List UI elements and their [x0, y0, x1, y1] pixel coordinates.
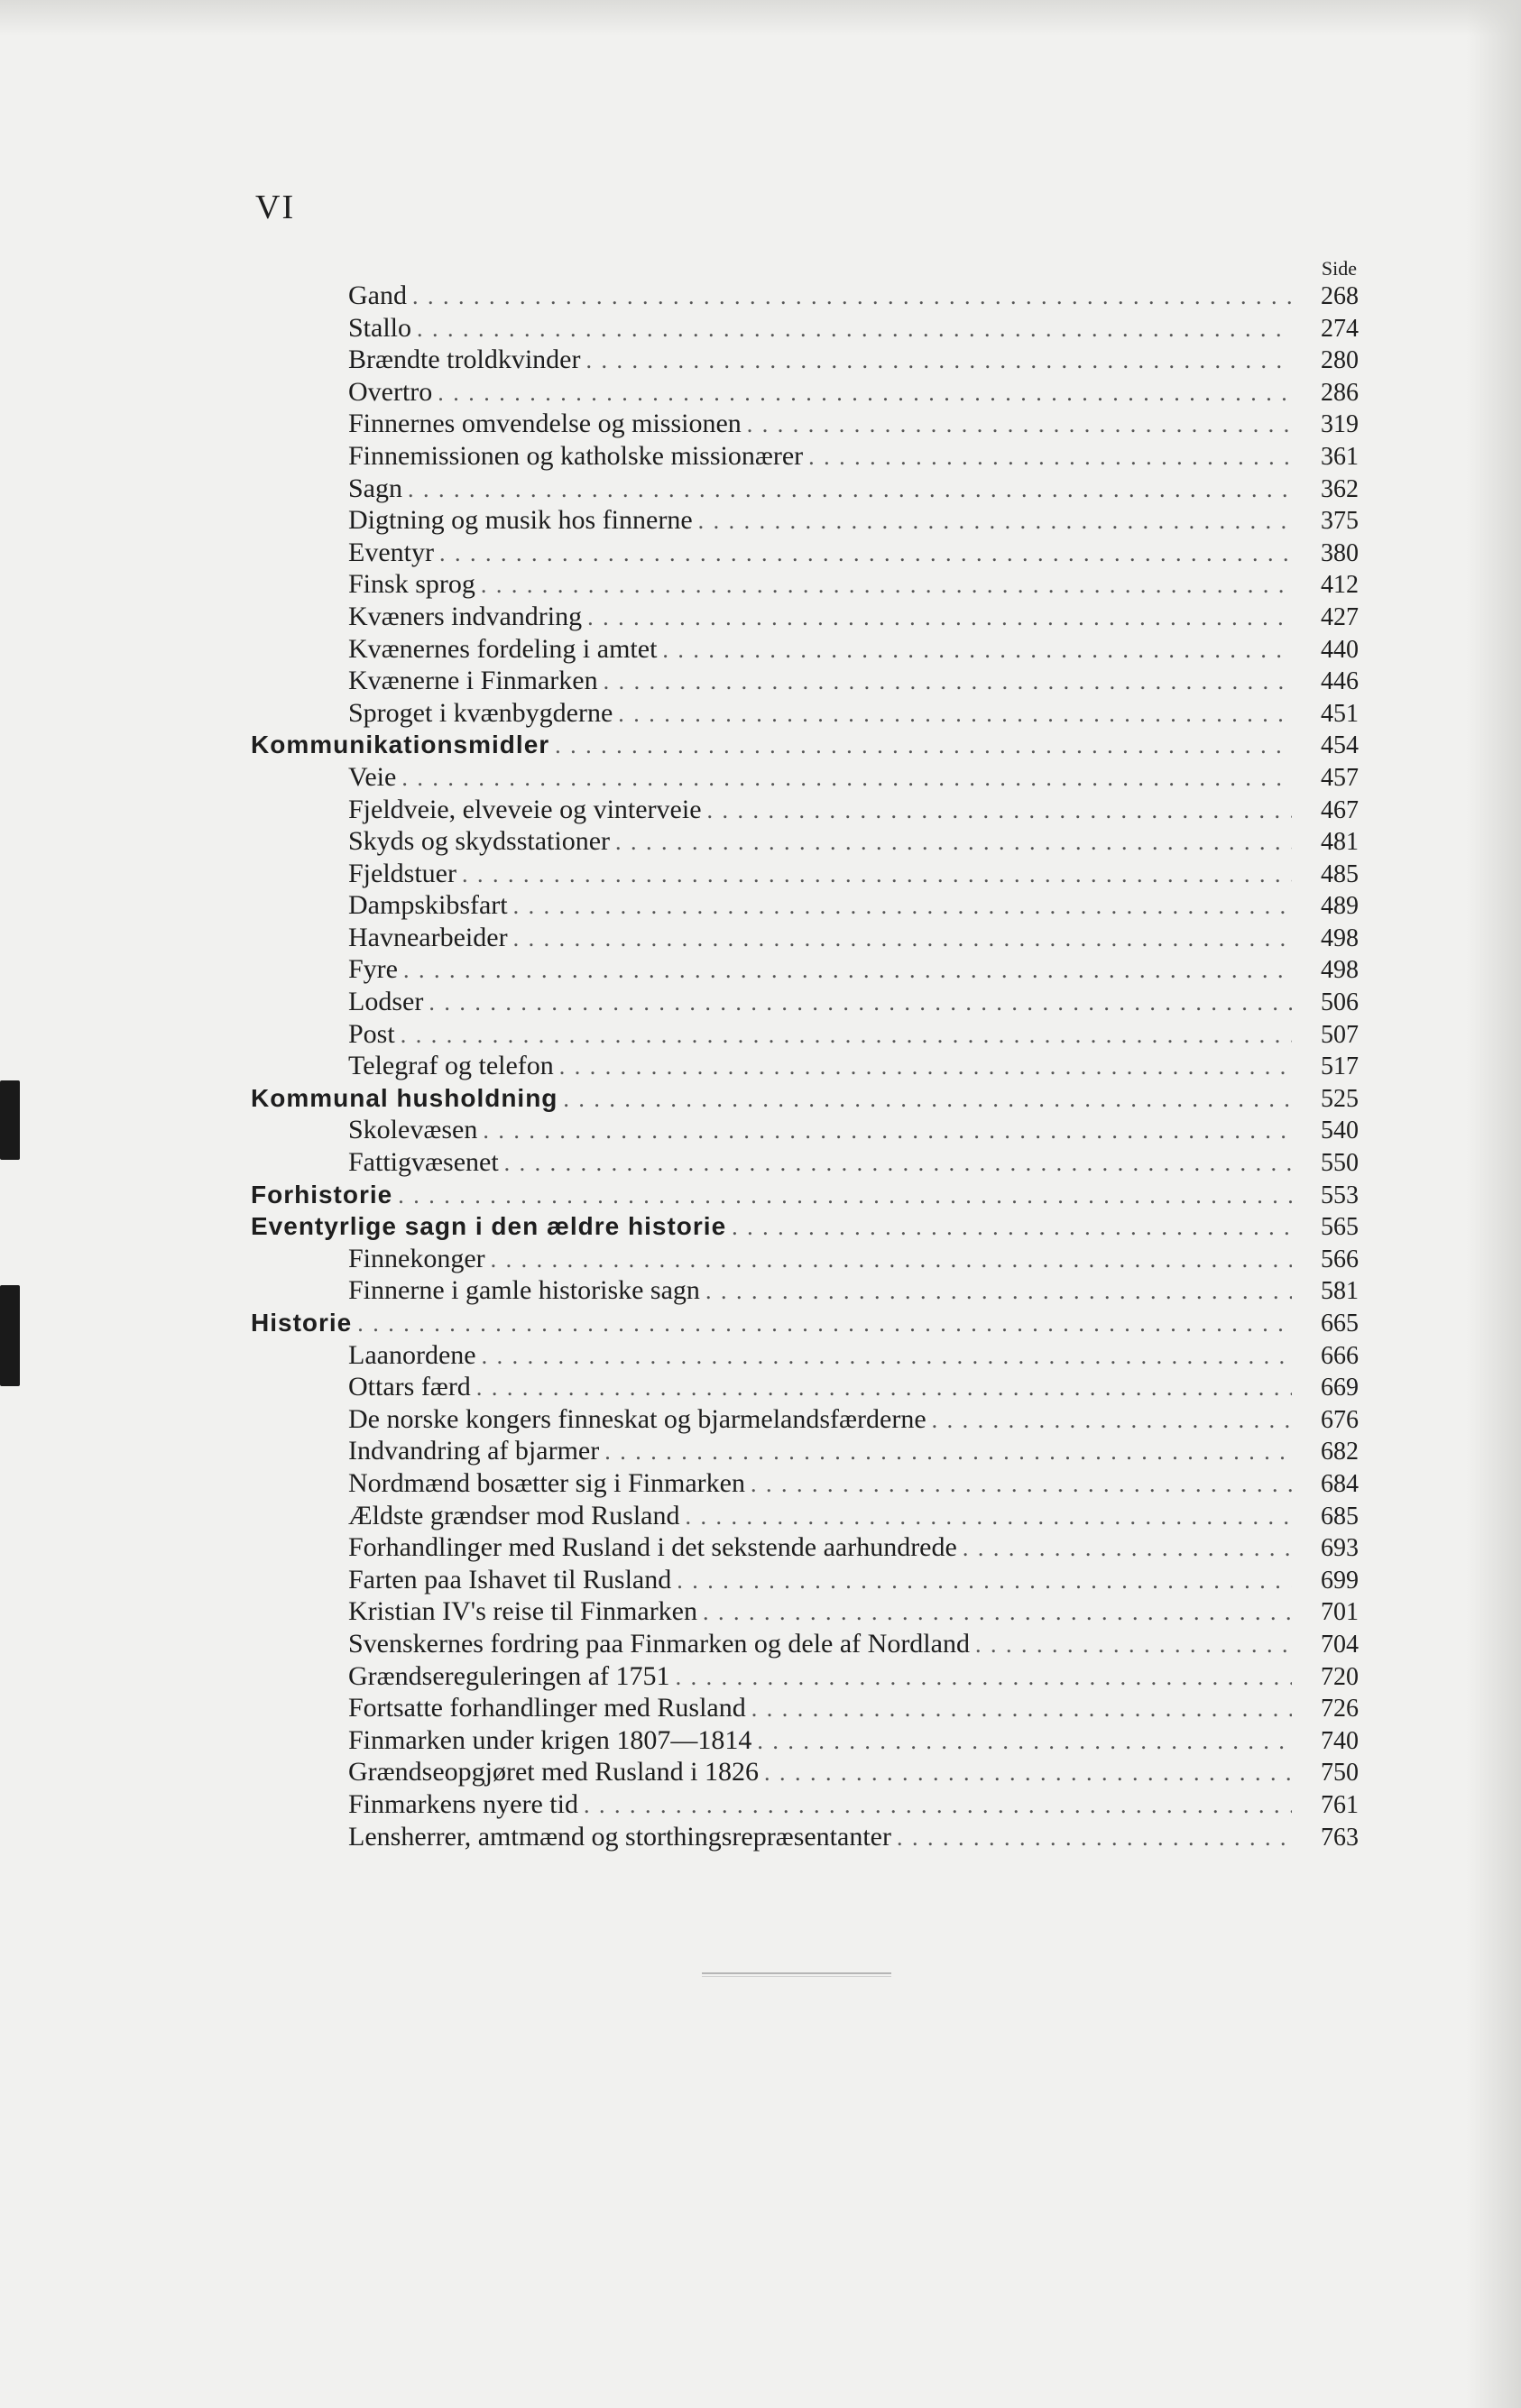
toc-entry-page: 412: [1321, 571, 1359, 600]
toc-entry-page: 525: [1321, 1084, 1359, 1113]
toc-entry-row: [251, 568, 1359, 601]
dot-leader: [398, 1180, 1292, 1212]
toc-entry-title: Post: [348, 1018, 395, 1049]
toc-entry-row: [251, 1339, 1359, 1372]
toc-entry-title: Digtning og musik hos finnerne: [348, 505, 693, 536]
toc-entry-title: Ottars færd: [348, 1372, 471, 1402]
toc-entry-page: 440: [1321, 635, 1359, 664]
toc-entry-title: Kommunal husholdning: [251, 1083, 558, 1112]
toc-entry-page: 682: [1321, 1438, 1359, 1466]
page-number: VI: [255, 188, 296, 226]
toc-entry-row: [251, 1531, 1359, 1564]
dot-leader: [462, 859, 1292, 891]
dot-leader: [757, 1725, 1292, 1758]
toc-entry-title: Finsk sprog: [348, 569, 475, 600]
toc-entry-row: [251, 1114, 1359, 1146]
toc-entry-title: Veie: [348, 761, 397, 792]
toc-entry-page: 286: [1321, 378, 1359, 407]
toc-entry-title: Kristian IV's reise til Finmarken: [348, 1596, 697, 1627]
toc-entry-title: Forhistorie: [251, 1180, 393, 1209]
toc-entry-title: Kvæners indvandring: [348, 601, 583, 631]
toc-entry-title: Brændte troldkvinder: [348, 345, 581, 375]
dot-leader: [408, 473, 1292, 506]
dot-leader: [563, 1083, 1292, 1116]
toc-entry-page: 553: [1321, 1181, 1359, 1209]
toc-entry-page: 268: [1321, 282, 1359, 310]
toc-entry-row: [251, 408, 1359, 440]
toc-entry-page: 457: [1321, 763, 1359, 792]
toc-entry-page: 454: [1321, 731, 1359, 760]
toc-entry-page: 451: [1321, 699, 1359, 728]
toc-entry-page: 726: [1321, 1695, 1359, 1723]
toc-entry-page: 669: [1321, 1374, 1359, 1402]
toc-entry-row: [251, 889, 1359, 922]
toc-entry-page: 319: [1321, 410, 1359, 439]
toc-entry-row: [251, 1564, 1359, 1596]
page-top-shadow: [0, 0, 1521, 36]
toc-entry-title: Finmarken under krigen 1807—1814: [348, 1724, 752, 1755]
dot-leader: [615, 826, 1292, 859]
dot-leader: [403, 954, 1292, 987]
toc-entry-title: Grændseopgjøret med Rusland i 1826: [348, 1757, 759, 1788]
dot-leader: [559, 1051, 1292, 1083]
dot-leader: [732, 1211, 1292, 1244]
toc-entry-page: 375: [1321, 507, 1359, 536]
dot-leader: [604, 666, 1292, 698]
toc-entry-row: [251, 1788, 1359, 1821]
toc-entry-title: Stallo: [348, 312, 412, 343]
toc-entry-page: 666: [1321, 1341, 1359, 1370]
toc-entry-title: Fjeldstuer: [348, 858, 456, 888]
page-edge-shadow: [1467, 0, 1521, 2408]
toc-entry-row: [251, 633, 1359, 666]
toc-entry-title: De norske kongers finneskat og bjarmelandsfærderne: [348, 1403, 926, 1434]
toc-entry-row: [251, 1595, 1359, 1628]
toc-entry-title: Fyre: [348, 954, 398, 985]
toc-entry-title: Kvænernes fordeling i amtet: [348, 633, 658, 664]
dot-leader: [604, 1436, 1292, 1468]
dot-leader: [513, 890, 1292, 923]
dot-leader: [662, 634, 1292, 666]
toc-entry-title: Laanordene: [348, 1339, 476, 1370]
toc-entry-page: 763: [1321, 1823, 1359, 1852]
dot-leader: [412, 280, 1292, 313]
toc-entry-page: 498: [1321, 956, 1359, 985]
dot-leader: [707, 795, 1292, 827]
dot-leader: [504, 1147, 1292, 1180]
toc-entry-page: 701: [1321, 1598, 1359, 1627]
dot-leader: [698, 505, 1292, 538]
dot-leader: [482, 1340, 1292, 1373]
toc-entry-page: 685: [1321, 1502, 1359, 1530]
toc-entry-page: 507: [1321, 1020, 1359, 1049]
dot-leader: [417, 313, 1292, 345]
toc-entry-page: 467: [1321, 795, 1359, 824]
toc-entry-page: 566: [1321, 1245, 1359, 1273]
toc-entry-page: 565: [1321, 1213, 1359, 1242]
toc-section-row: [251, 1210, 1359, 1243]
dot-leader: [481, 569, 1292, 602]
toc-entry-page: 740: [1321, 1726, 1359, 1755]
dot-leader: [618, 698, 1292, 731]
toc-entry-page: 361: [1321, 442, 1359, 471]
toc-entry-title: Skolevæsen: [348, 1115, 478, 1145]
dot-leader: [491, 1244, 1292, 1276]
dot-leader: [677, 1565, 1292, 1597]
toc-entry-page: 684: [1321, 1469, 1359, 1498]
toc-entry-page: 540: [1321, 1117, 1359, 1145]
toc-entry-row: [251, 1274, 1359, 1307]
toc-entry-page: 274: [1321, 314, 1359, 343]
toc-entry-page: 720: [1321, 1662, 1359, 1691]
toc-entry-title: Havnearbeider: [348, 922, 508, 952]
toc-entry-page: 676: [1321, 1405, 1359, 1434]
toc-entry-title: Fjeldveie, elveveie og vinterveie: [348, 794, 702, 824]
toc-entry-row: [251, 1018, 1359, 1051]
toc-entry-title: Nordmænd bosætter sig i Finmarken: [348, 1467, 745, 1498]
dot-leader: [438, 377, 1292, 409]
toc-entry-title: Fattigvæsenet: [348, 1147, 499, 1178]
dot-leader: [585, 345, 1292, 377]
dot-leader: [705, 1275, 1292, 1308]
toc-entry-page: 427: [1321, 602, 1359, 631]
toc-entry-page: 550: [1321, 1149, 1359, 1178]
toc-entry-title: Farten paa Ishavet til Rusland: [348, 1564, 672, 1595]
toc-entry-row: [251, 1724, 1359, 1757]
dot-leader: [703, 1596, 1292, 1629]
toc-entry-title: Kvænerne i Finmarken: [348, 666, 598, 696]
dot-leader: [963, 1532, 1292, 1565]
dot-leader: [808, 441, 1292, 473]
toc-entry-row: [251, 665, 1359, 697]
dot-leader: [897, 1822, 1292, 1854]
dot-leader: [747, 409, 1292, 441]
toc-section-row: [251, 1179, 1359, 1211]
toc-entry-row: [251, 1692, 1359, 1724]
toc-entry-title: Sagn: [348, 473, 402, 503]
toc-entry-title: Sproget i kvænbygderne: [348, 697, 613, 728]
dot-leader: [401, 1019, 1292, 1052]
binding-mark-lower: [0, 1285, 20, 1386]
toc-entry-row: [251, 953, 1359, 986]
toc-entry-row: [251, 1467, 1359, 1500]
toc-section-row: [251, 1082, 1359, 1115]
toc-entry-row: [251, 761, 1359, 794]
toc-entry-title: Eventyr: [348, 537, 434, 567]
dot-leader: [751, 1693, 1292, 1725]
toc-entry-row: [251, 1660, 1359, 1693]
toc-entry-row: [251, 376, 1359, 409]
toc-entry-title: Eventyrlige sagn i den ældre historie: [251, 1212, 727, 1241]
dot-leader: [513, 923, 1292, 955]
toc-entry-row: [251, 280, 1359, 312]
toc-entry-title: Indvandring af bjarmer: [348, 1436, 600, 1466]
toc-entry-row: [251, 1756, 1359, 1788]
dot-leader: [555, 730, 1292, 762]
toc-entry-page: 498: [1321, 924, 1359, 952]
toc-entry-row: [251, 697, 1359, 730]
toc-entry-title: Finmarkens nyere tid: [348, 1788, 578, 1819]
toc-entry-row: [251, 1628, 1359, 1660]
toc-entry-page: 704: [1321, 1630, 1359, 1659]
toc-entry-title: Finnerne i gamle historiske sagn: [348, 1275, 700, 1306]
dot-leader: [676, 1661, 1292, 1694]
toc-entry-title: Svenskernes fordring paa Finmarken og dele af Nordland: [348, 1628, 970, 1659]
toc-entry-page: 699: [1321, 1566, 1359, 1595]
dot-leader: [439, 538, 1292, 570]
toc-entry-row: [251, 473, 1359, 505]
toc-entry-page: 446: [1321, 667, 1359, 696]
toc-entry-row: [251, 1500, 1359, 1532]
column-header-side: Side: [1321, 257, 1357, 280]
binding-mark-upper: [0, 1080, 20, 1160]
table-of-contents: [251, 280, 1359, 1852]
toc-entry-page: 506: [1321, 988, 1359, 1017]
toc-entry-row: [251, 504, 1359, 537]
toc-entry-row: [251, 1146, 1359, 1179]
toc-entry-row: [251, 986, 1359, 1018]
toc-entry-title: Finnernes omvendelse og missionen: [348, 409, 742, 439]
toc-entry-page: 481: [1321, 828, 1359, 857]
dot-leader: [764, 1757, 1292, 1789]
dot-leader: [686, 1501, 1293, 1533]
dot-leader: [932, 1404, 1292, 1437]
toc-entry-title: Historie: [251, 1309, 353, 1337]
toc-entry-row: [251, 1821, 1359, 1853]
toc-entry-row: [251, 344, 1359, 376]
toc-entry-title: Kommunikationsmidler: [251, 731, 550, 759]
toc-entry-title: Lensherrer, amtmænd og storthingsrepræsentanter: [348, 1821, 891, 1852]
dot-leader: [357, 1308, 1292, 1340]
toc-entry-page: 380: [1321, 538, 1359, 567]
dot-leader: [584, 1789, 1292, 1822]
toc-entry-row: [251, 858, 1359, 890]
toc-entry-row: [251, 1050, 1359, 1082]
toc-entry-row: [251, 825, 1359, 858]
toc-entry-title: Finnekonger: [348, 1243, 485, 1273]
toc-entry-row: [251, 537, 1359, 569]
toc-entry-page: 280: [1321, 346, 1359, 375]
toc-entry-title: Gand: [348, 280, 407, 310]
toc-section-row: [251, 1307, 1359, 1339]
toc-entry-row: [251, 312, 1359, 345]
toc-entry-row: [251, 440, 1359, 473]
toc-entry-row: [251, 1403, 1359, 1436]
dot-leader: [401, 762, 1292, 795]
toc-entry-page: 750: [1321, 1759, 1359, 1788]
closing-rule: [702, 1972, 891, 1977]
toc-entry-row: [251, 1435, 1359, 1467]
toc-entry-row: [251, 601, 1359, 633]
toc-entry-page: 693: [1321, 1534, 1359, 1563]
toc-entry-title: Dampskibsfart: [348, 890, 508, 921]
toc-entry-page: 489: [1321, 892, 1359, 921]
dot-leader: [751, 1468, 1292, 1501]
dot-leader: [975, 1629, 1292, 1661]
dot-leader: [587, 602, 1292, 634]
toc-entry-title: Ældste grændser mod Rusland: [348, 1500, 680, 1530]
toc-entry-title: Skyds og skydsstationer: [348, 826, 611, 857]
dot-leader: [476, 1372, 1292, 1404]
toc-entry-title: Grændsereguleringen af 1751: [348, 1660, 670, 1691]
dot-leader: [429, 987, 1292, 1019]
toc-entry-page: 761: [1321, 1790, 1359, 1819]
toc-entry-page: 581: [1321, 1277, 1359, 1306]
dot-leader: [483, 1115, 1292, 1147]
toc-entry-row: [251, 1243, 1359, 1275]
toc-entry-title: Telegraf og telefon: [348, 1051, 554, 1081]
toc-section-row: [251, 729, 1359, 761]
toc-entry-page: 517: [1321, 1052, 1359, 1081]
toc-entry-page: 485: [1321, 859, 1359, 888]
toc-entry-title: Forhandlinger med Rusland i det sekstende aarhundrede: [348, 1532, 957, 1563]
toc-entry-page: 362: [1321, 474, 1359, 503]
toc-entry-row: [251, 794, 1359, 826]
toc-entry-title: Fortsatte forhandlinger med Rusland: [348, 1693, 746, 1723]
toc-entry-row: [251, 1371, 1359, 1403]
toc-entry-title: Lodser: [348, 987, 424, 1017]
toc-entry-title: Finnemissionen og katholske missionærer: [348, 440, 804, 471]
toc-entry-row: [251, 922, 1359, 954]
toc-entry-title: Overtro: [348, 376, 433, 407]
toc-entry-page: 665: [1321, 1310, 1359, 1337]
